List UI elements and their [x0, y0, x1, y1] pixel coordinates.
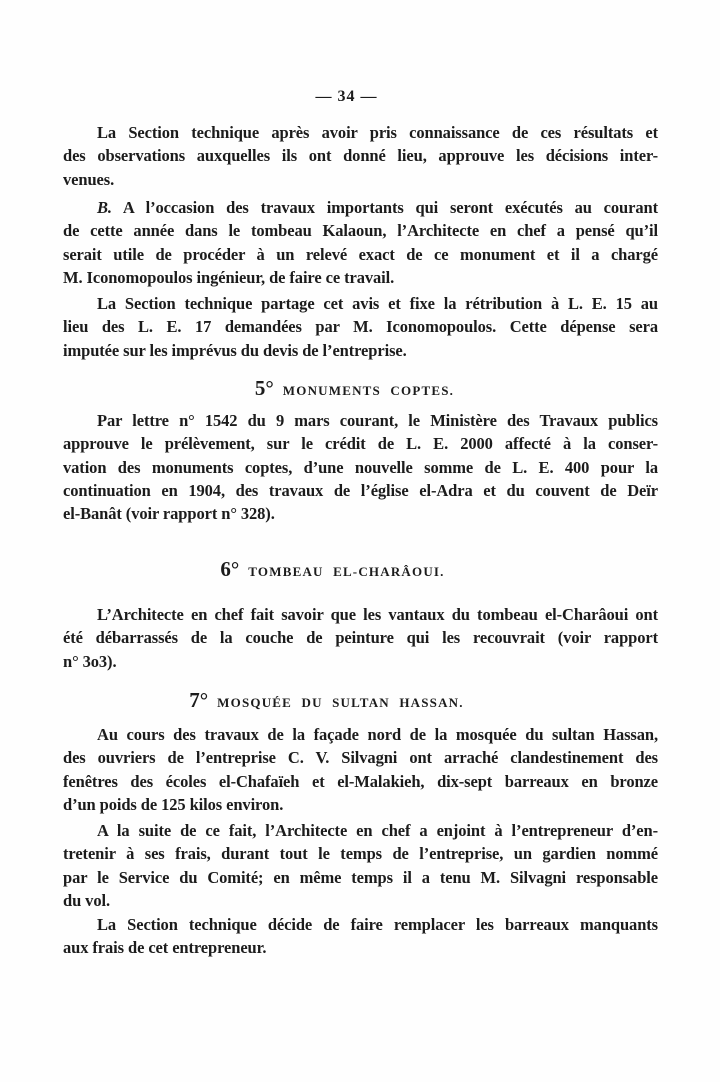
text-line: imputée sur les imprévus du devis de l’entreprise. — [63, 340, 407, 360]
text-line: el-Banât (voir rapport n° 328). — [63, 504, 275, 524]
text-line: L’Architecte en chef fait savoir que les vantaux du tombeau el-Charâoui ont — [97, 605, 658, 624]
section-title: TOMBEAU EL-CHARÂOUI. — [248, 564, 445, 579]
text-line: continuation en 1904, des travaux de l’église el-Adra et du couvent de Deïr — [63, 480, 658, 500]
text-line: La Section technique décide de faire remplacer les barreaux manquants — [97, 915, 658, 934]
section-number: 5° — [254, 376, 274, 400]
text-line: tretenir à ses frais, durant tout le temps de l’entreprise, un gardien nommé — [63, 844, 658, 864]
text-line: serait utile de procéder à un relevé exact de ce monument et il a chargé — [63, 244, 658, 264]
text-line: fenêtres des écoles el-Chafaïeh et el-Malakieh, dix-sept barreaux en bronze — [63, 771, 658, 791]
section-number: 7° — [189, 688, 209, 712]
text-line: du vol. — [63, 890, 110, 910]
section-number: 6° — [220, 557, 240, 581]
text-line: approuve le prélèvement, sur le crédit de L. E. 2000 affecté à la conser- — [63, 434, 658, 454]
paragraph-3 — [63, 292, 658, 362]
paragraph-lead-letter: B. — [97, 198, 112, 217]
paragraph-4 — [63, 409, 658, 525]
text-line — [63, 196, 658, 219]
text-line: M. Iconomopoulos ingénieur, de faire ce travail. — [63, 267, 395, 287]
paragraph-6 — [63, 723, 658, 816]
page-number: — 34 — — [315, 88, 378, 105]
text-line: des ouvriers de l’entreprise C. V. Silvagni ont arraché clandestinement des — [63, 748, 658, 768]
section-title: MOSQUÉE DU SULTAN HASSAN. — [217, 695, 464, 710]
paragraph-7 — [63, 819, 658, 912]
text-line: Au cours des travaux de la façade nord de la mosquée du sultan Hassan, — [97, 725, 658, 744]
text-line: été débarrassés de la couche de peinture qui les recouvrait (voir rapport — [63, 628, 658, 648]
text-line: n° 3o3). — [63, 651, 117, 671]
text-line: d’un poids de 125 kilos environ. — [63, 794, 284, 814]
text-line: Par lettre n° 1542 du 9 mars courant, le Ministère des Travaux publics — [97, 411, 658, 430]
section-heading-5 — [57, 376, 652, 403]
paragraph-8 — [63, 913, 658, 960]
paragraph-1 — [63, 121, 658, 191]
section-heading-6 — [35, 557, 630, 584]
section-title: MONUMENTS COPTES. — [282, 383, 455, 398]
text-line: de cette année dans le tombeau Kalaoun, l’Architecte en chef a pensé qu’il — [63, 221, 658, 241]
text-line: par le Service du Comité; en même temps il a tenu M. Silvagni responsable — [63, 867, 658, 887]
text-line: vation des monuments coptes, d’une nouvelle somme de L. E. 400 pour la — [63, 457, 658, 477]
paragraph-5 — [63, 603, 658, 673]
section-heading-7 — [29, 688, 624, 715]
text-line: venues. — [63, 169, 115, 189]
text-line: des observations auxquelles ils ont donné lieu, approuve les décisions inter- — [63, 146, 658, 166]
text-line: A la suite de ce fait, l’Architecte en chef a enjoint à l’entrepreneur d’en- — [97, 821, 658, 840]
text-line: La Section technique partage cet avis et fixe la rétribution à L. E. 15 au — [97, 294, 658, 313]
text-line-rest: A l’occasion des travaux importants qui seront exécutés au courant — [122, 198, 658, 217]
text-line: La Section technique après avoir pris connaissance de ces résultats et — [97, 123, 658, 142]
paragraph-2 — [63, 196, 658, 289]
text-line: lieu des L. E. 17 demandées par M. Iconomopoulos. Cette dépense sera — [63, 317, 658, 337]
text-line: aux frais de cet entrepreneur. — [63, 938, 267, 958]
